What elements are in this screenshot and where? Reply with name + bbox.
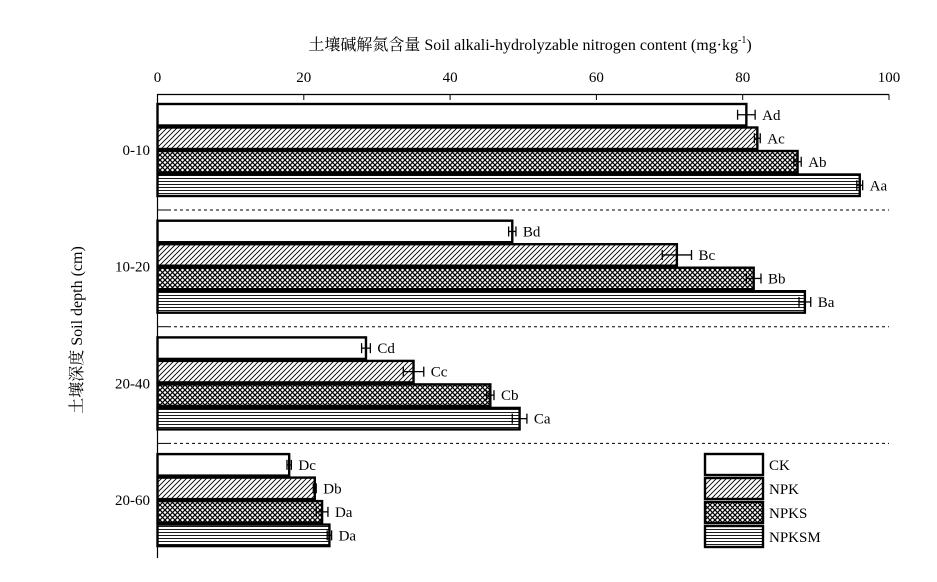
x-axis bbox=[154, 70, 901, 100]
bar-label: Bd bbox=[522, 224, 541, 241]
x-axis-title-main: 土壤碱解氮含量 Soil alkali-hydrolyzable nitrogen content (mg·kg bbox=[308, 37, 739, 54]
legend-swatch bbox=[705, 502, 763, 523]
bar-label: Da bbox=[338, 528, 357, 545]
bar bbox=[158, 291, 805, 313]
legend-swatch bbox=[705, 478, 763, 499]
category-labels bbox=[115, 143, 150, 509]
bar-label: Db bbox=[323, 481, 342, 498]
x-axis-title bbox=[308, 35, 751, 54]
category-label: 20-60 bbox=[115, 493, 150, 510]
bar bbox=[158, 337, 366, 359]
legend-label: CK bbox=[769, 458, 790, 474]
bar bbox=[158, 408, 520, 430]
bar bbox=[158, 104, 747, 126]
category-label: 10-20 bbox=[115, 259, 150, 276]
bar-label: Cb bbox=[500, 388, 519, 405]
bar bbox=[158, 478, 315, 500]
legend-label: NPK bbox=[769, 482, 800, 498]
bar bbox=[158, 268, 754, 290]
bar-label: Ca bbox=[533, 411, 551, 428]
bar bbox=[158, 525, 330, 547]
legend-swatch bbox=[705, 526, 763, 547]
x-tick-label: 100 bbox=[877, 70, 901, 86]
bar bbox=[158, 128, 758, 150]
bar-label: Ac bbox=[767, 131, 785, 148]
bar-label: Da bbox=[334, 504, 353, 521]
bar bbox=[158, 175, 860, 197]
x-axis-title-sup: -1 bbox=[738, 35, 747, 46]
x-tick-label: 0 bbox=[153, 70, 162, 86]
legend-label: NPKS bbox=[769, 506, 808, 522]
legend-label: NPKSM bbox=[769, 530, 821, 546]
bar-label: Bb bbox=[767, 271, 786, 288]
x-tick-label: 80 bbox=[735, 70, 751, 86]
bar-label: Aa bbox=[869, 178, 888, 195]
bar bbox=[158, 244, 677, 266]
x-axis-title-end: ) bbox=[746, 37, 752, 54]
bar-label: Ad bbox=[762, 107, 781, 124]
x-tick-label: 60 bbox=[588, 70, 604, 86]
bar-label: Bc bbox=[698, 247, 716, 264]
y-axis-title: 土壤深度 Soil depth (cm) bbox=[69, 246, 86, 414]
legend bbox=[705, 454, 821, 547]
bar bbox=[158, 384, 491, 406]
bar-label: Cd bbox=[377, 341, 395, 358]
bar bbox=[158, 361, 414, 383]
bar bbox=[158, 501, 323, 522]
bar-label: Dc bbox=[298, 457, 316, 474]
legend-swatch bbox=[705, 454, 763, 475]
bar bbox=[158, 454, 290, 476]
bar-label: Cc bbox=[430, 364, 448, 381]
bar bbox=[158, 221, 513, 243]
category-label: 0-10 bbox=[122, 143, 150, 159]
bar bbox=[158, 151, 798, 173]
bar-label: Ba bbox=[817, 294, 835, 311]
x-tick-label: 40 bbox=[442, 70, 458, 86]
x-tick-label: 20 bbox=[296, 70, 312, 86]
category-label: 20-40 bbox=[115, 376, 150, 393]
bar-label: Ab bbox=[808, 154, 827, 171]
